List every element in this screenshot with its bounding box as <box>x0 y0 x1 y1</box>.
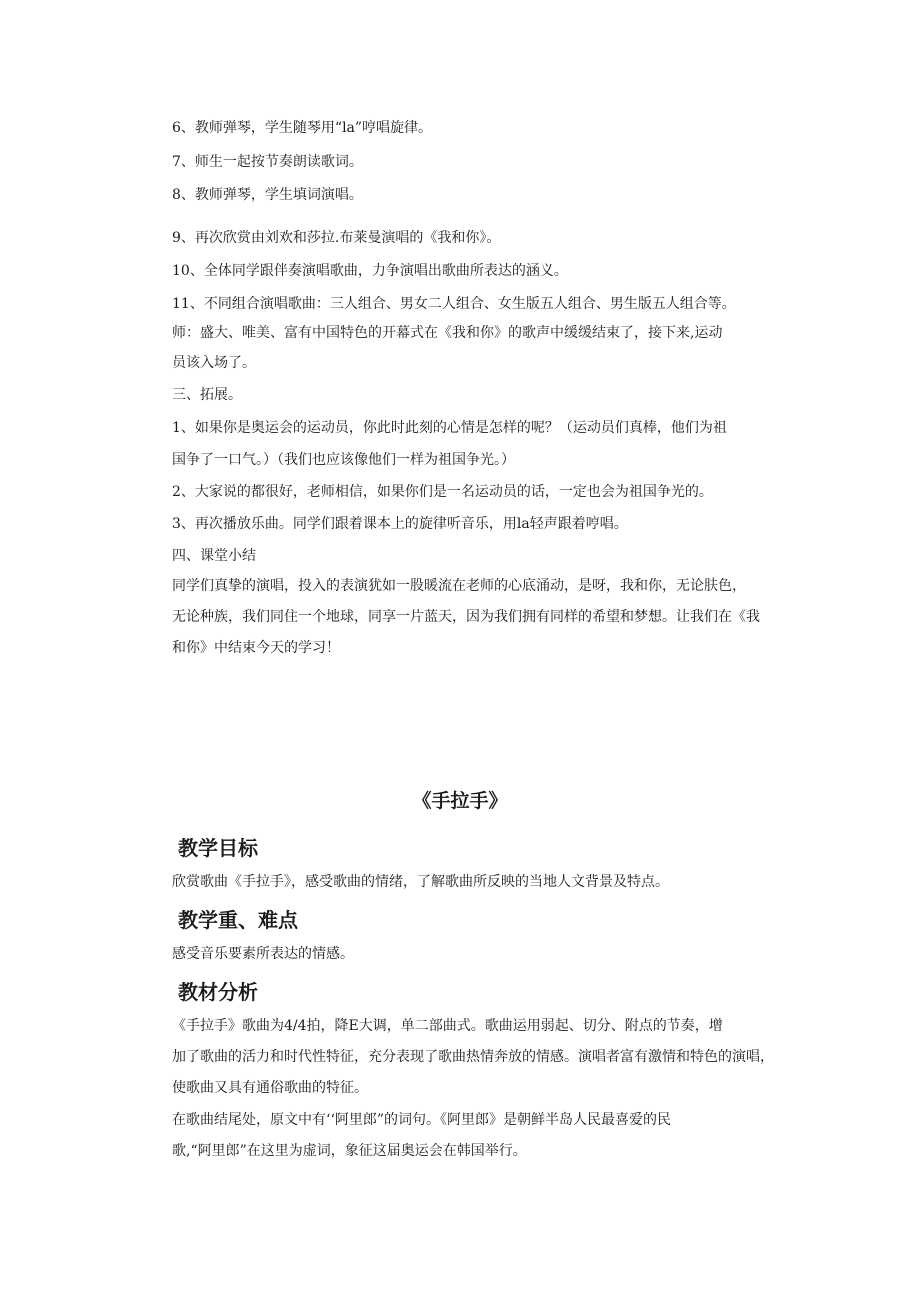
summary-line-2: 无论种族，我们同住一个地球，同享一片蓝天，因为我们拥有同样的希望和梦想。让我们在《我 <box>172 609 760 625</box>
extension-1-line-1: 1、如果你是奥运会的运动员，你此时此刻的心情是怎样的呢？（运动员们真棒，他们为祖 <box>172 420 727 436</box>
teacher-remark-line-1: 师：盛大、唯美、富有中国特色的开幕式在《我和你》的歌声中缓缓结束了，接下来,运动 <box>172 325 723 341</box>
analysis-paragraph-1-line-2: 加了歌曲的活力和时代性特征，充分表现了歌曲热情奔放的情感。演唱者富有激情和特色的演唱， <box>172 1049 774 1065</box>
extension-1-line-2: 国争了一口气。）（我们也应该像他们一样为祖国争光。） <box>172 452 515 468</box>
extension-2: 2、大家说的都很好，老师相信，如果你们是一名运动员的话，一定也会为祖国争光的。 <box>172 484 713 500</box>
summary-line-3: 和你》中结束今天的学习！ <box>172 640 340 656</box>
step-10: 10、全体同学跟伴奏演唱歌曲，力争演唱出歌曲所表达的涵义。 <box>172 263 568 279</box>
lesson-title: 《手拉手》 <box>412 790 508 812</box>
analysis-paragraph-1-line-1: 《手拉手》歌曲为4/4拍，降E大调，单二部曲式。歌曲运用弱起、切分、附点的节奏，增 <box>172 1018 723 1034</box>
step-8: 8、教师弹琴，学生填词演唱。 <box>172 187 363 203</box>
key-points-heading: 教学重、难点 <box>178 908 298 932</box>
step-9: 9、再次欣赏由刘欢和莎拉.布莱曼演唱的《我和你》。 <box>172 230 501 246</box>
section-3-title: 三、拓展。 <box>172 387 242 403</box>
step-6: 6、教师弹琴，学生随琴用“la”哼唱旋律。 <box>172 120 433 136</box>
extension-3: 3、再次播放乐曲。同学们跟着课本上的旋律听音乐，用la轻声跟着哼唱。 <box>172 516 628 532</box>
teaching-goal-text: 欣赏歌曲《手拉手》，感受歌曲的情绪，了解歌曲所反映的当地人文背景及特点。 <box>172 874 669 890</box>
teaching-goal-heading: 教学目标 <box>178 836 258 860</box>
key-points-text: 感受音乐要素所表达的情感。 <box>172 946 354 962</box>
teacher-remark-line-2: 员该入场了。 <box>172 355 256 371</box>
section-4-title: 四、课堂小结 <box>172 548 256 564</box>
step-11: 11、不同组合演唱歌曲：三人组合、男女二人组合、女生版五人组合、男生版五人组合等。 <box>172 296 736 312</box>
summary-line-1: 同学们真挚的演唱，投入的表演犹如一股暖流在老师的心底涌动，是呀，我和你，无论肤色， <box>172 578 746 594</box>
material-analysis-heading: 教材分析 <box>178 980 258 1004</box>
step-7: 7、师生一起按节奏朗读歌词。 <box>172 154 363 170</box>
analysis-paragraph-1-line-3: 使歌曲又具有通俗歌曲的特征。 <box>172 1080 368 1096</box>
analysis-paragraph-2-line-1: 在歌曲结尾处，原文中有‘‘阿里郎”的词句。《阿里郎》是朝鲜半岛人民最喜爱的民 <box>172 1112 672 1128</box>
analysis-paragraph-2-line-2: 歌,“阿里郎”在这里为虚词，象征这届奥运会在韩国举行。 <box>172 1143 527 1159</box>
